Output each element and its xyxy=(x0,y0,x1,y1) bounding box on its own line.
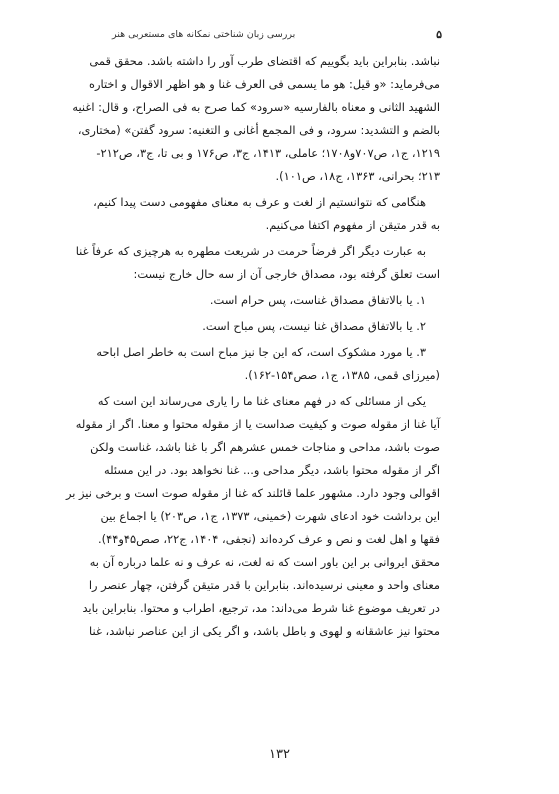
text-line: محقق ایروانی بر این باور است که نه لغت، نه عرف و نه علما درباره آن به xyxy=(89,555,440,569)
text-line: بالضم و التشدید: سرود، و فی المجمع أغانی و التغنیه: سرود گفتن» (مختاری، xyxy=(77,123,440,137)
text-line: ۳. یا مورد مشکوک است، که این‌ جا نیز مباح است به خاطر اصل اباحه xyxy=(96,345,426,359)
text-line: فقها و اهل لغت و نص و عرف کرده‌اند (نجفی، ۱۴۰۴، ج۲۲، صص۴۵و۴۴). xyxy=(98,532,440,546)
header-page-number: ۵ xyxy=(436,28,442,41)
paragraph xyxy=(93,191,440,237)
text-line: ۱. یا بالاتفاق مصداق غناست، پس حرام است. xyxy=(209,293,426,307)
text-line: ۱۲۱۹، ج۱، ص۷۰۷و۱۷۰۸؛ عاملی، ۱۴۱۳، ج۳، ص۱۷۶ و بی تا، ج۳، ص۲۱۲- xyxy=(96,146,440,160)
body-text xyxy=(65,50,440,643)
text-line: ۲. یا بالاتفاق مصداق غنا نیست، پس مباح است. xyxy=(202,319,426,333)
text-line: است تعلق گرفته بود، مصداق خارجی آن از سه حال خارج نیست: xyxy=(133,267,440,281)
text-line: این برداشت خود ادعای شهرت (خمینی، ۱۳۷۳، ج۱، ص۲۰۳) یا اجماع بین xyxy=(100,509,440,523)
text-line: نباشد. بنابراین باید بگوییم که اقتضای طرب آور را داشته باشد. محقق قمی xyxy=(89,54,440,68)
text-line: هنگامی که نتوانستیم از لغت و عرف به معنای مفهومی دست پیدا کنیم، xyxy=(93,195,426,209)
text-line: اگر از مقوله محتوا باشد، دیگر مداحی و... غنا نخواهد بود. در این مسئله xyxy=(103,463,440,477)
text-line: محتوا نیز عاشقانه و لهوی و باطل باشد، و اگر یکی از این عناصر نباشد، غنا xyxy=(89,624,440,638)
text-line: به عبارت دیگر اگر فرضاً حرمت در شریعت مطهره به هرچیزی که عرفاً غنا xyxy=(75,244,426,258)
header-running-title: بررسی زبان شناختی نمکانه های مستعربی هنر xyxy=(112,29,296,40)
page-number: ۱۳۲ xyxy=(269,747,290,762)
text-line: ۲۱۳؛ بحرانی، ۱۳۶۳، ج۱۸، ص۱۰۱). xyxy=(275,169,440,183)
list-item xyxy=(124,315,440,338)
text-line: صوت باشد، مداحی و مناجات خمس عشرهم اگر با غنا باشد، غناست ولکن xyxy=(90,440,440,454)
paragraph xyxy=(72,50,440,188)
paragraph xyxy=(65,390,440,643)
text-line: آیا غنا از مقوله صوت و کیفیت صداست یا از مقوله محتوا و معنا. اگر از مقوله xyxy=(75,417,440,431)
text-line: در تعریف موضوع غنا شرط می‌داند: مد، ترجیع، اطراب و محتوا. بنابراین باید xyxy=(82,601,440,615)
text-line: یکی از مسائلی که در فهم معنای غنا ما را یاری می‌رساند این است که xyxy=(97,394,426,408)
text-line: می‌فرماید: «و قیل: هو ما یسمی فی العرف غنا و هو اظهر الاقوال و اختاره xyxy=(89,77,440,91)
running-header xyxy=(112,28,442,41)
text-line: الشهید الثانی و معناه بالفارسیه «سرود» کما صرح به فی الصراح، و قال: اغنیه xyxy=(72,100,440,114)
text-line: به قدر متیقن از مفهوم اکتفا می‌کنیم. xyxy=(265,218,440,232)
text-line: (میرزای قمی، ۱۳۸۵، ج۱، صص۱۵۴-۱۶۲). xyxy=(244,368,440,382)
list-item xyxy=(96,341,440,387)
paragraph xyxy=(75,240,440,286)
text-line: معنای واحد و معینی نرسیده‌اند. بنابراین با قدر متیقن گرفتن، چهار عنصر را xyxy=(88,578,440,592)
text-line: اقوالی وجود دارد. مشهور علما قائلند که غنا از مقوله صوت است و برخی نیز بر xyxy=(65,486,440,500)
list-item xyxy=(124,289,440,312)
